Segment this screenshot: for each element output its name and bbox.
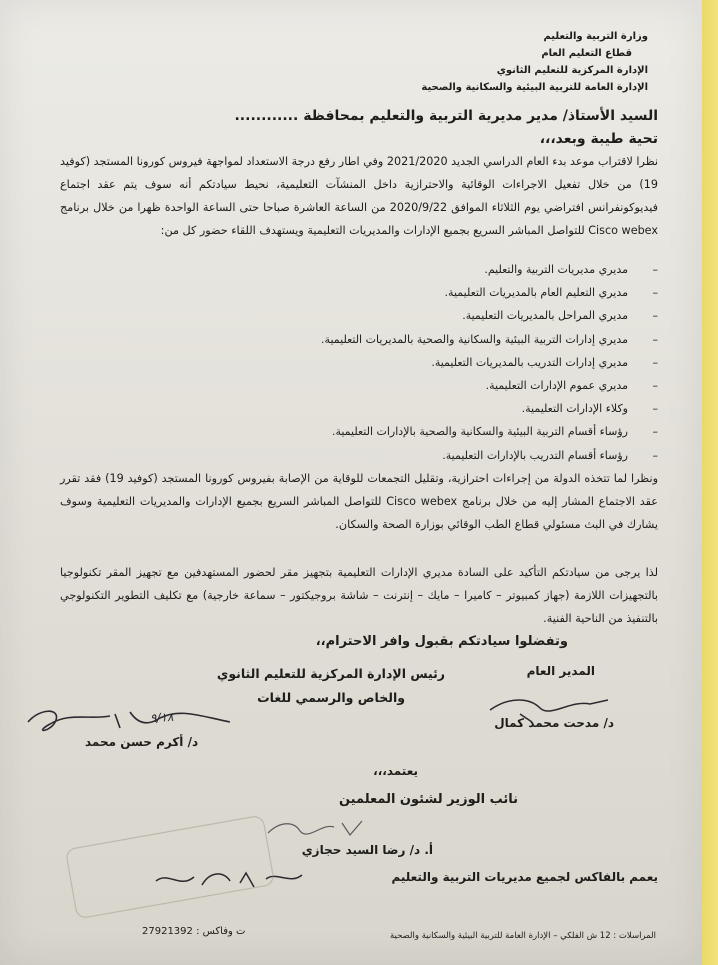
salutation-text: السيد الأستاذ/ مدير مديرية التربية والتعليم بمحافظة [303, 108, 658, 124]
list-item: – مديري المراحل بالمديريات التعليمية. [60, 304, 658, 327]
background-edge [702, 0, 718, 965]
central-admin-name: الإدارة المركزية للتعليم الثانوي [496, 65, 648, 76]
signature-central-admin [20, 700, 240, 740]
closing-line: وتفضلوا سيادتكم بقبول وافر الاحترام،، [315, 634, 568, 649]
signature-general-manager [480, 690, 620, 730]
central-title-line2: والخاص والرسمي للغات [257, 690, 405, 705]
footer-address: المراسلات : 12 ش الفلكي – الإدارة العامة للتربية البيئية والسكانية والصحية [389, 931, 656, 941]
approval-label: يعتمد،،، [373, 764, 418, 778]
general-manager-name: د/ مدحت محمد كمال [494, 716, 614, 730]
sector-name: قطاع التعليم العام [541, 48, 632, 59]
general-admin-name: الإدارة العامة للتربية البيئية والسكانية والصحية [421, 82, 648, 93]
list-item: – مديري عموم الإدارات التعليمية. [60, 374, 658, 397]
salutation [234, 108, 658, 124]
letterhead [421, 28, 648, 96]
salutation-dots: ............ [234, 108, 299, 124]
distribution-note: يعمم بالفاكس لجميع مديريات التربية والتعليم [391, 870, 658, 884]
footer-fax: ت وفاكس : 27921392 [142, 926, 246, 937]
general-manager-title: المدير العام [526, 664, 595, 678]
official-stamp [60, 820, 290, 920]
deputy-minister-name: أ. د/ رضا السيد حجازي [301, 843, 433, 857]
ministry-name: وزارة التربية والتعليم [543, 31, 648, 42]
list-item: – مديري إدارات التدريب بالمديريات التعليمية. [60, 351, 658, 374]
paragraph-intro: نظرا لاقتراب موعد بدء العام الدراسي الجديد 2021/2020 وفي اطار رفع درجة الاستعداد لمواجهة فيروس كورونا المستجد (كوفيد 19) من خلال تفعيل الاجراءات الوقائية والاحترازية داخل المنشآت التعليمية، نحيط سيادتكم أنه سوف يتم عقد اجتماع فيديوكونفرانس افتراضي يوم الثلاثاء الموافق 2020/9/22 من الساعة العاشرة صباحا حتى الساعة الواحدة ظهرا من خلال برنامج Cisco webex للتواصل المباشر السريع بجميع الإدارات والمديريات التعليمية ويستهدف اللقاء حضور كل من: [60, 155, 659, 237]
paragraph-request: لذا يرجى من سيادتكم التأكيد على السادة مديري الإدارات التعليمية بتجهيز مقر لحضور المستهدفين مع تجهيز المقر تكنولوجيا بالتجهيزات اللازمة (جهاز كمبيوتر – كاميرا – مايك – إنترنت – شاشة بروجيكتور – سماعة خارجية) مع تكليف التطوير التكنولوجي بالتنفيذ من الناحية الفنية. [60, 566, 658, 625]
list-item: – مديري مديريات التربية والتعليم. [60, 258, 658, 281]
paragraph-measures: ونظرا لما تتخذه الدولة من إجراءات احترازية، وتقليل التجمعات للوقاية من الإصابة بفيروس كورونا المستجد (كوفيد 19) فقد تقرر عقد الاجتماع المشار إليه من خلال برنامج Cisco webex للتواصل المباشر السريع بجميع الإدارات والمديريات التعليمية وسوف يشارك في البث مسئولي قطاع الطب الوقائي بوزارة الصحة والسكان. [60, 472, 658, 531]
handwritten-date: ٩/١٨ [149, 709, 174, 726]
list-item: – رؤساء أقسام التدريب بالإدارات التعليمية. [60, 444, 658, 467]
deputy-minister-title: نائب الوزير لشئون المعلمين [338, 792, 518, 807]
list-item: – مديري التعليم العام بالمديريات التعليمية. [60, 281, 658, 304]
list-item: – مديري إدارات التربية البيئية والسكانية والصحية بالمديريات التعليمية. [60, 328, 658, 351]
central-title-line1: رئيس الإدارة المركزية للتعليم الثانوي [216, 666, 445, 681]
list-item: – وكلاء الإدارات التعليمية. [60, 397, 658, 420]
list-item: – رؤساء أقسام التربية البيئية والسكانية والصحية بالإدارات التعليمية. [60, 420, 658, 443]
attendee-list [60, 258, 658, 467]
greeting: تحية طيبة وبعد،،، [539, 131, 658, 147]
central-admin-signatory [216, 662, 445, 710]
central-signatory-name: د/ أكرم حسن محمد [85, 735, 199, 749]
